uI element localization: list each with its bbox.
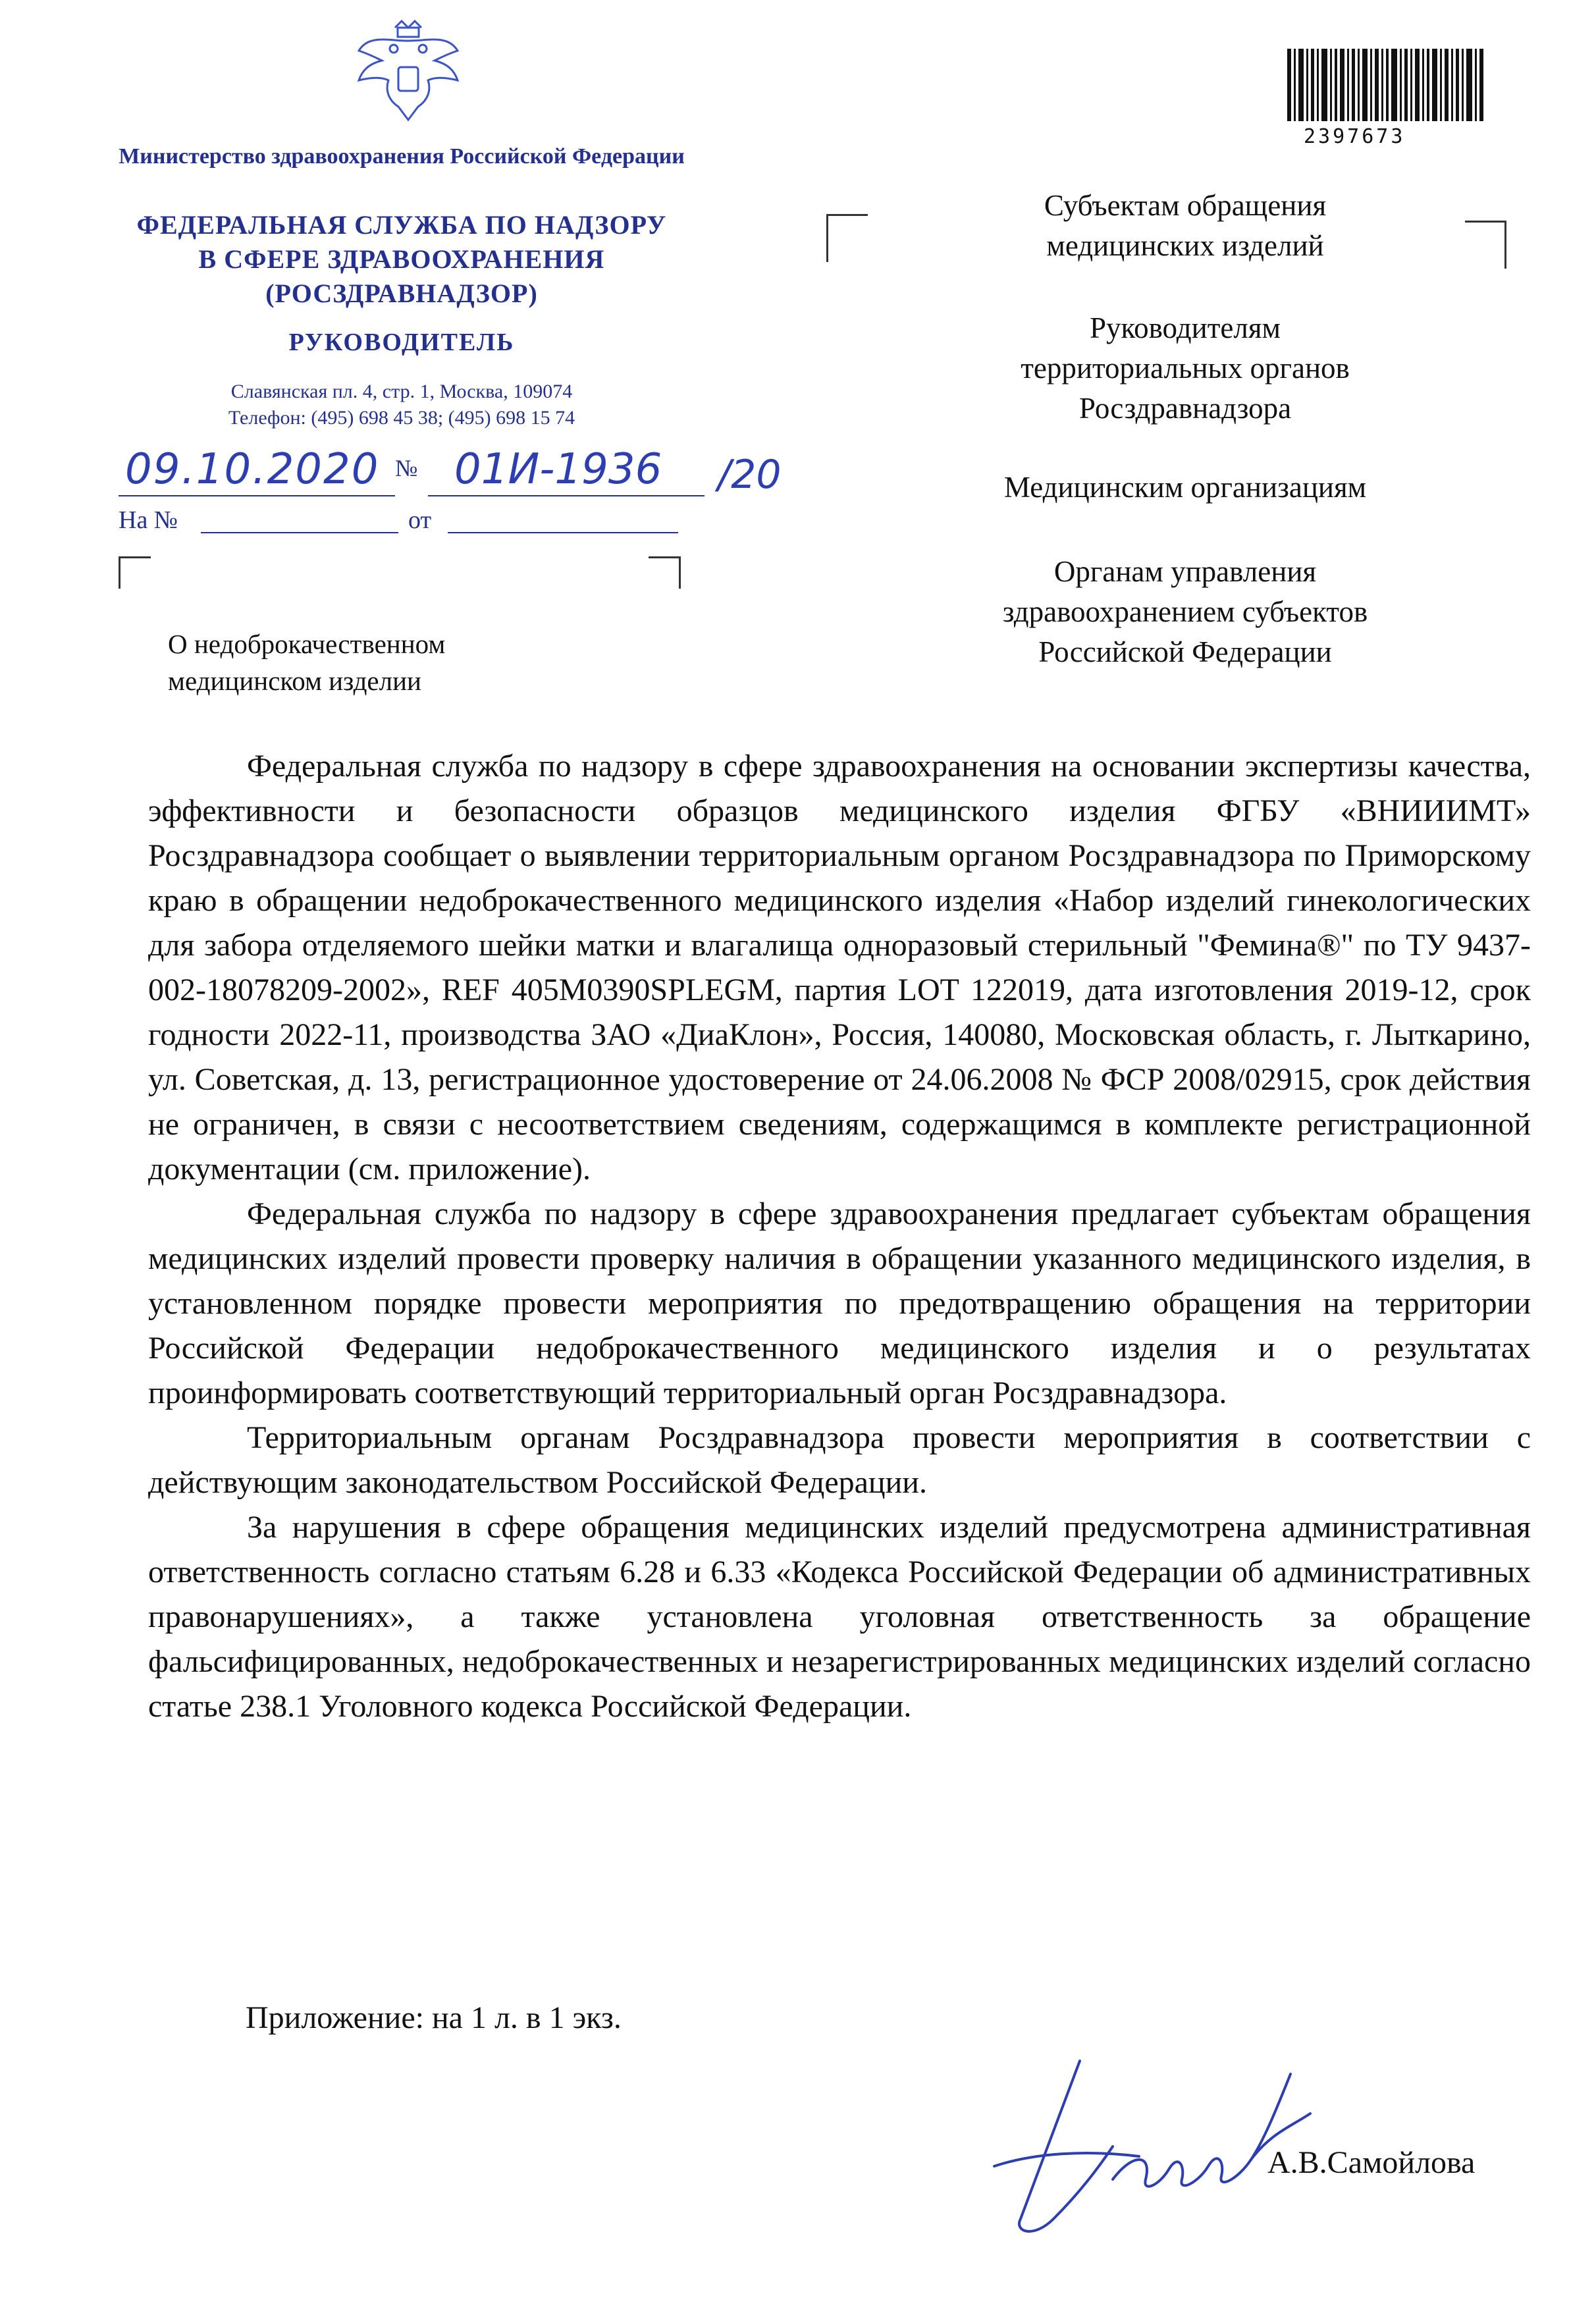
addressee-4 — [909, 552, 1462, 672]
body-paragraph-3: Территориальным органам Росздравнадзора провести мероприятия в соответствии с действующим законодательством Российской Федерации. — [148, 1420, 1531, 1500]
barcode-number: 2397673 — [1304, 125, 1406, 148]
number-underline — [428, 495, 705, 496]
handwritten-date: 09.10.2020 — [125, 445, 380, 494]
sender-address — [79, 379, 724, 431]
addressee-4-line-1: Органам управления — [1053, 555, 1317, 588]
corner-top-left — [119, 556, 151, 589]
addressee-1 — [909, 186, 1462, 266]
phone-line: Телефон: (495) 698 45 38; (495) 698 15 74 — [228, 407, 575, 429]
addressee-2 — [909, 308, 1462, 429]
addressee-3-line-1: Медицинским организациям — [1003, 471, 1367, 504]
handwritten-number-suffix: /20 — [718, 452, 782, 498]
from-blank — [448, 532, 678, 533]
barcode-icon — [1287, 49, 1485, 121]
corner-top-left-right-block — [826, 214, 868, 262]
addressee-2-line-1: Руководителям — [1090, 311, 1281, 344]
reply-to-blank — [201, 532, 398, 533]
handwritten-number: 01И-1936 — [454, 445, 662, 494]
number-sign: № — [395, 455, 418, 481]
reply-to-row — [119, 506, 178, 535]
reply-to-label: На № — [119, 506, 178, 534]
service-name — [79, 208, 724, 311]
addressee-2-line-2: территориальных органов — [1021, 352, 1350, 385]
coat-of-arms-icon — [349, 14, 467, 126]
addressee-2-line-3: Росздравнадзора — [1078, 392, 1292, 425]
service-line-1: ФЕДЕРАЛЬНАЯ СЛУЖБА ПО НАДЗОРУ — [136, 210, 667, 240]
addressee-3 — [909, 467, 1462, 508]
subject-line-2: медицинском изделии — [168, 666, 421, 696]
corner-top-right — [649, 556, 681, 589]
appendix-note: Приложение: на 1 л. в 1 экз. — [246, 2000, 622, 2035]
body-paragraph-2: Федеральная служба по надзору в сфере здравоохранения предлагает субъектам обращения медицинских изделий провести проверку наличия в обращении указанного медицинского изделия, в установленном порядке провести мероприятия по предотвращению обращения на территории Российской Федерации недоброкачественного медицинского изделия и о результатах проинформировать соответствующий территориальный орган Росздравнадзора. — [148, 1196, 1531, 1410]
date-underline — [119, 495, 395, 496]
ministry-name: Министерство здравоохранения Российской Федерации — [119, 144, 685, 169]
addressee-4-line-2: здравоохранением субъектов — [1002, 595, 1368, 628]
addressee-4-line-3: Российской Федерации — [1038, 635, 1332, 668]
position-title: РУКОВОДИТЕЛЬ — [288, 329, 515, 356]
corner-top-right-right-block — [1465, 221, 1506, 269]
from-label: от — [408, 506, 432, 534]
addressee-1-line-2: медицинских изделий — [1046, 229, 1324, 262]
body-paragraph-1: Федеральная служба по надзору в сфере здравоохранения на основании экспертизы качества, эффективности и безопасности образцов медицинского изделия ФГБУ «ВНИИИМТ» Росздравнадзора сообщает о выявлении территориальным органом Росздравнадзора по Приморскому краю в обращении недоброкачественного медицинского изделия «Набор изделий гинекологических для забора отделяемого шейки матки и влагалища одноразовый стерильный "Фемина®" по ТУ 9437-002-18078209-2002», REF 405M0390SPLEGM, партия LOT 122019, дата изготовления 2019-12, срок годности 2022-11, производства ЗАО «ДиаКлон», Россия, 140080, Московская область, г. Лыткарино, ул. Советская, д. 13, регистрационное удостоверение от 24.06.2008 № ФСР 2008/02915, срок действия не ограничен, в связи с несоответствием сведениям, содержащимся в комплекте регистрационной документации (см. приложение). — [148, 749, 1531, 1186]
subject — [168, 626, 445, 699]
addressee-1-line-1: Субъектам обращения — [1044, 189, 1327, 222]
address-line: Славянская пл. 4, стр. 1, Москва, 109074 — [230, 381, 573, 402]
signatory-name: А.В.Самойлова — [1267, 2145, 1476, 2180]
service-line-2: В СФЕРЕ ЗДРАВООХРАНЕНИЯ — [198, 244, 605, 274]
signature-icon — [981, 2035, 1323, 2252]
body-paragraph-4: За нарушения в сфере обращения медицинских изделий предусмотрена административная ответственность согласно статьям 6.28 и 6.33 «Кодекса Российской Федерации об административных правонарушениях», а также установлена уголовная ответственность за обращение фальсифицированных, недоброкачественных и незарегистрированных медицинских изделий согласно статье 238.1 Уголовного кодекса Российской Федерации. — [148, 1510, 1531, 1724]
subject-line-1: О недоброкачественном — [168, 629, 446, 659]
letter-body — [148, 744, 1531, 1729]
service-line-3: (РОСЗДРАВНАДЗОР) — [265, 279, 538, 308]
